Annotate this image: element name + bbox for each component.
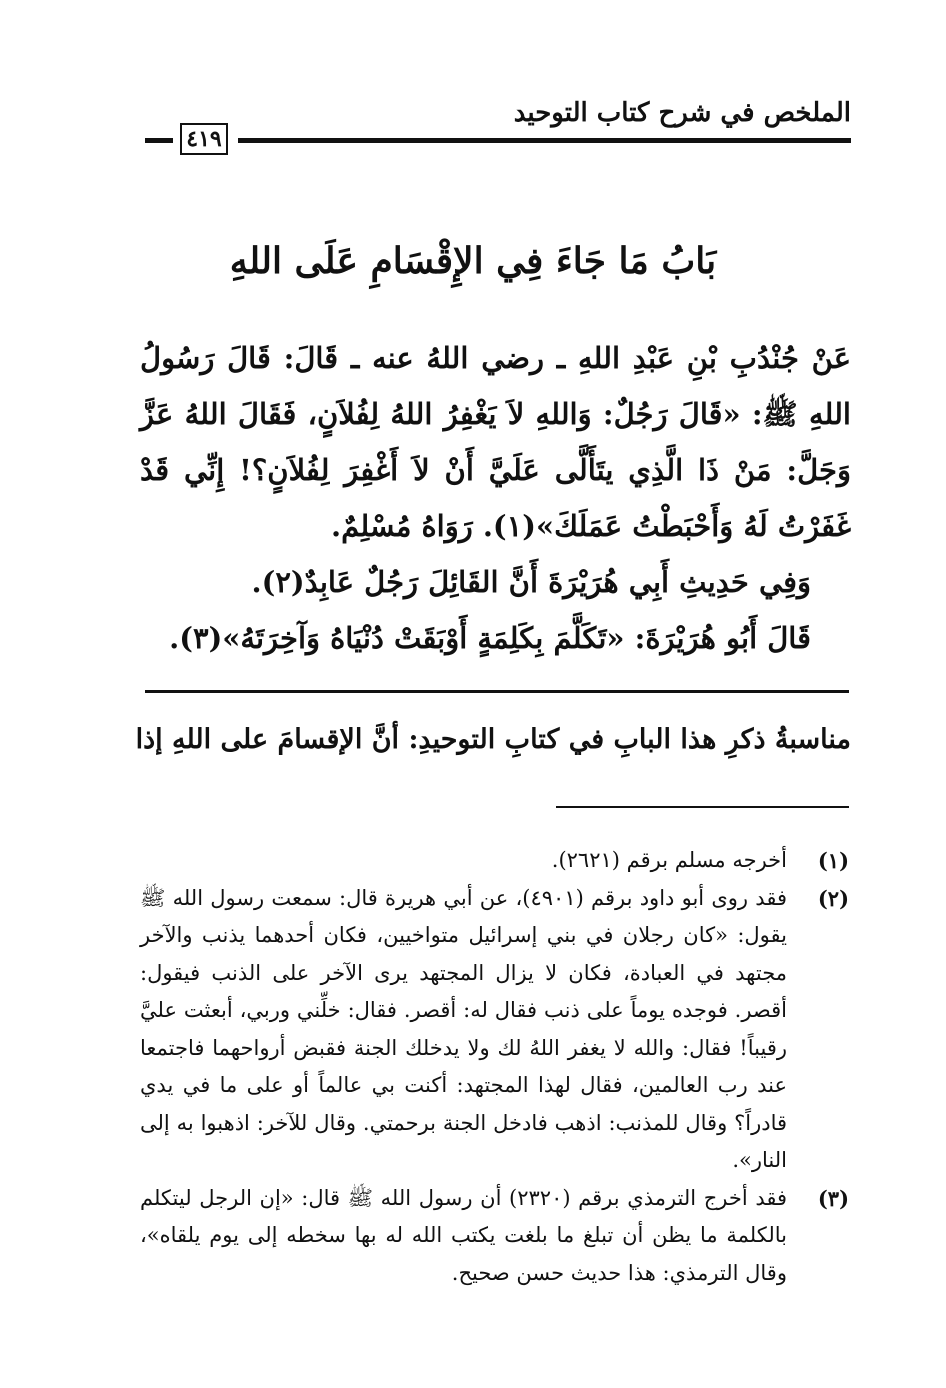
commentary-text: مناسبةُ ذكرِ هذا البابِ في كتابِ التوحيدِ: أنَّ الإقسامَ على اللهِ إذا (135, 724, 851, 755)
footnote-text: فقد أخرج الترمذي برقم (٢٣٢٠) أن رسول الله ﷺ قال: «إن الرجل ليتكلم بالكلمة ما يظن أن تبلغ ما بلغت يكتب الله له بها سخطه إلى يوم يلقاه»، وقال الترمذي: هذا حديث حسن صحيح. (140, 1185, 787, 1285)
footnote-number: (١) (817, 848, 849, 873)
footnote-number: (٣) (817, 1185, 849, 1211)
footnote-text: أخرجه مسلم برقم (٢٦٢١). (551, 848, 787, 872)
chapter-title: بَابُ مَا جَاءَ فِي الإِقْسَامِ عَلَى اللهِ (229, 240, 717, 282)
body-line-abu-hurayra-narration: وَفِي حَدِيثِ أَبِي هُرَيْرَةَ أَنَّ القَائِلَ رَجُلٌ عَابِدٌ(٢). (251, 565, 811, 599)
footnote-rule (556, 806, 849, 808)
page-number: ٤١٩ (180, 123, 228, 155)
footnote-2 (140, 880, 849, 1180)
footnote-3 (140, 1180, 849, 1293)
header-rule (238, 138, 851, 143)
hadith-text: عَنْ جُنْدُبِ بْنِ عَبْدِ اللهِ ـ رضي اللهُ عنه ـ قَالَ: قَالَ رَسُولُ اللهِ ﷺ: «قَالَ رَجُلٌ: وَاللهِ لاَ يَغْفِرُ اللهُ لِفُلاَنٍ، فَقَالَ اللهُ عَزَّ وَجَلَّ: مَنْ ذَا الَّذِي يتَأَلَّى عَلَيَّ أَنْ لاَ أَغْفِرَ لِفُلاَنٍ؟! إِنِّي قَدْ غَفَرْتُ لَهُ وَأَحْبَطْتُ عَمَلَكَ»(١). رَوَاهُ مُسْلِمٌ. (140, 341, 851, 543)
header-rule-short (145, 138, 173, 143)
footnote-number: (٢) (817, 885, 849, 911)
running-title: الملخص في شرح كتاب التوحيد (513, 98, 851, 128)
hadith-block (140, 330, 851, 666)
footnotes (140, 842, 849, 1292)
footnote-text: فقد روى أبو داود برقم (٤٩٠١)، عن أبي هريرة قال: سمعت رسول الله ﷺ يقول: «كان رجلان في بني إسرائيل متواخيين، فكان أحدهما يذنب والآخر مجتهد في العبادة، فكان لا يزال المجتهد يرى الآخر على الذنب فيقول: أقصر. فوجده يوماً على ذنب فقال له: أقصر. فقال: خلِّني وربي، أبعثت عليَّ رقيباً! فقال: والله لا يغفر اللهُ لك ولا يدخلك الجنة فقبض أرواحهما فاجتمعا عند رب العالمين، فقال لهذا المجتهد: أكنت بي عالماً أو على ما في يدي قادراً؟ وقال للمذنب: اذهب فادخل الجنة برحمتي. وقال للآخر: اذهبوا به إلى النار». (140, 885, 787, 1172)
footnote-1 (140, 842, 849, 880)
body-line-abu-hurayra-saying: قَالَ أَبُو هُرَيْرَةَ: «تَكَلَّمَ بِكَلِمَةٍ أَوْبَقَتْ دُنْيَاهُ وَآخِرَتَهُ»(٣). (169, 621, 811, 655)
section-divider (145, 690, 849, 693)
